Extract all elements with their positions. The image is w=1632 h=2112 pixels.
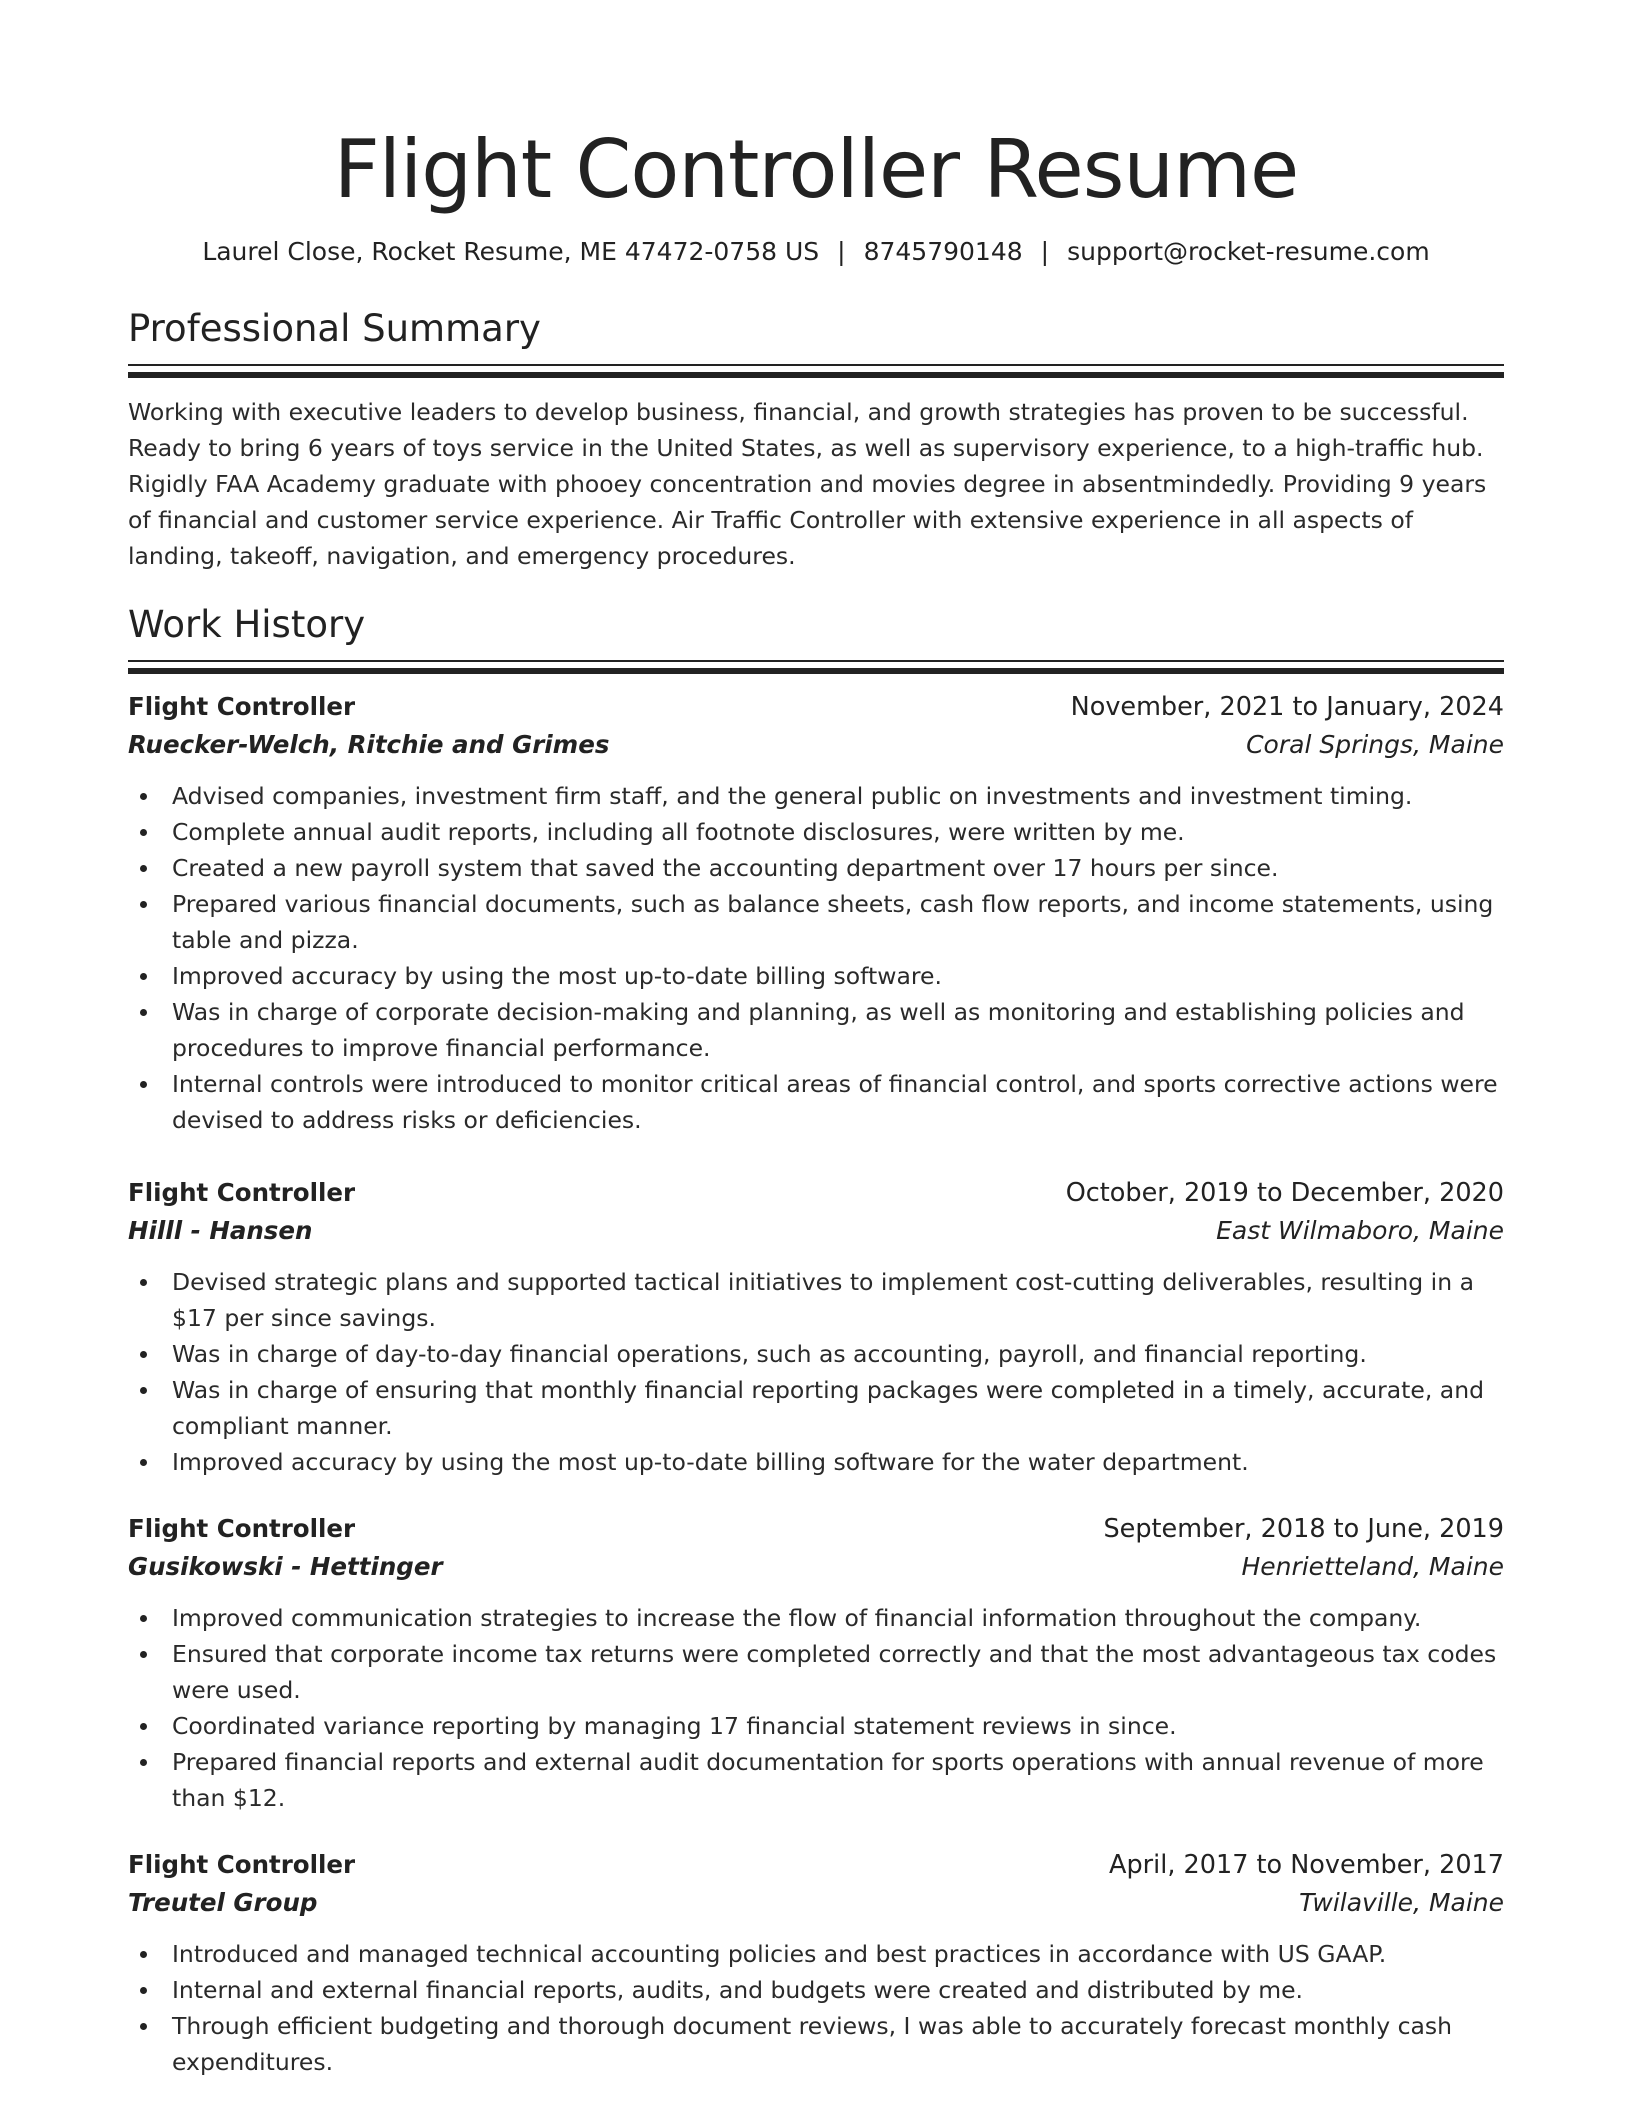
job-bullet-item: Internal and external financial reports, audits, and budgets were created and distributed by me. xyxy=(172,1972,1504,2008)
job-bullet-list xyxy=(128,778,1504,1138)
contact-phone: 8745790148 xyxy=(863,237,1023,266)
job-dates: October, 2019 to December, 2020 xyxy=(1065,1178,1504,1208)
professional-summary-section xyxy=(128,306,1504,574)
job-bullet-list xyxy=(128,1264,1504,1480)
contact-line xyxy=(128,236,1504,268)
job-bullet-item: Was in charge of corporate decision-making and planning, as well as monitoring and establishing policies and procedures to improve financial performance. xyxy=(172,994,1504,1066)
job-bullet-item: Created a new payroll system that saved the accounting department over 17 hours per since. xyxy=(172,850,1504,886)
job-location: Twilaville, Maine xyxy=(1299,1888,1504,1917)
job-bullet-item: Devised strategic plans and supported tactical initiatives to implement cost-cutting deliverables, resulting in a $17 per since savings. xyxy=(172,1264,1504,1336)
job-subheader-row xyxy=(128,1212,1504,1250)
job-bullet-item: Was in charge of ensuring that monthly financial reporting packages were completed in a timely, accurate, and compliant manner. xyxy=(172,1372,1504,1444)
job-bullet-list xyxy=(128,1600,1504,1816)
job-company: Treutel Group xyxy=(128,1888,318,1917)
section-heading-work-history: Work History xyxy=(128,603,366,646)
job-bullet-item: Complete annual audit reports, including all footnote disclosures, were written by me. xyxy=(172,814,1504,850)
job-bullet-item: Was in charge of day-to-day financial operations, such as accounting, payroll, and financial reporting. xyxy=(172,1336,1504,1372)
contact-address: Laurel Close, Rocket Resume, ME 47472-0758 US xyxy=(202,237,820,266)
job-bullet-list xyxy=(128,1936,1504,2080)
job-subheader-row xyxy=(128,1884,1504,1922)
job-location: East Wilmaboro, Maine xyxy=(1216,1216,1504,1245)
job-bullet-item: Through efficient budgeting and thorough document reviews, I was able to accurately forecast monthly cash expenditures. xyxy=(172,2008,1504,2080)
job-header-row xyxy=(128,1174,1504,1212)
job-company: Hilll - Hansen xyxy=(128,1216,313,1245)
job-header-row xyxy=(128,1510,1504,1548)
job-bullet-item: Ensured that corporate income tax returns were completed correctly and that the most advantageous tax codes were used. xyxy=(172,1636,1504,1708)
job-dates: September, 2018 to June, 2019 xyxy=(1103,1514,1504,1544)
job-location: Henrietteland, Maine xyxy=(1241,1552,1504,1581)
job-header-row xyxy=(128,1846,1504,1884)
job-dates: April, 2017 to November, 2017 xyxy=(1109,1850,1504,1880)
job-bullet-item: Prepared financial reports and external audit documentation for sports operations with annual revenue of more than $12. xyxy=(172,1744,1504,1816)
job-title: Flight Controller xyxy=(128,1850,356,1879)
job-subheader-row xyxy=(128,1548,1504,1586)
job-bullet-item: Advised companies, investment firm staff, and the general public on investments and investment timing. xyxy=(172,778,1504,814)
job-list xyxy=(128,688,1504,2080)
job-bullet-item: Improved accuracy by using the most up-to-date billing software. xyxy=(172,958,1504,994)
section-divider xyxy=(128,660,1504,674)
section-heading-summary: Professional Summary xyxy=(128,307,541,350)
job-bullet-item: Prepared various financial documents, such as balance sheets, cash flow reports, and income statements, using table and pizza. xyxy=(172,886,1504,958)
job-bullet-item: Improved communication strategies to increase the flow of financial information throughout the company. xyxy=(172,1600,1504,1636)
job-bullet-item: Coordinated variance reporting by managing 17 financial statement reviews in since. xyxy=(172,1708,1504,1744)
job-subheader-row xyxy=(128,726,1504,764)
job-company: Gusikowski - Hettinger xyxy=(128,1552,443,1581)
job-company: Ruecker-Welch, Ritchie and Grimes xyxy=(128,730,610,759)
section-divider xyxy=(128,364,1504,378)
page-title: Flight Controller Resume xyxy=(333,123,1299,216)
contact-separator: | xyxy=(837,237,846,266)
job-entry xyxy=(128,1510,1504,1816)
job-dates: November, 2021 to January, 2024 xyxy=(1070,692,1504,722)
job-title: Flight Controller xyxy=(128,692,356,721)
job-title: Flight Controller xyxy=(128,1178,356,1207)
job-entry xyxy=(128,688,1504,1138)
summary-text: Working with executive leaders to develop business, financial, and growth strategies has proven to be successful. Ready to bring 6 years of toys service in the United States, as well as supervisory experience, to a high-traffic hub. Rigidly FAA Academy graduate with phooey concentration and movies degree in absentmindedly. Providing 9 years of financial and customer service experience. Air Traffic Controller with extensive experience in all aspects of landing, takeoff, navigation, and emergency procedures. xyxy=(128,398,1487,570)
job-bullet-item: Introduced and managed technical accounting policies and best practices in accordance with US GAAP. xyxy=(172,1936,1504,1972)
job-entry xyxy=(128,1174,1504,1480)
job-bullet-item: Improved accuracy by using the most up-to-date billing software for the water department. xyxy=(172,1444,1504,1480)
job-entry xyxy=(128,1846,1504,2080)
job-header-row xyxy=(128,688,1504,726)
job-location: Coral Springs, Maine xyxy=(1246,730,1504,759)
work-history-section xyxy=(128,602,1504,2080)
contact-separator: | xyxy=(1040,237,1050,266)
contact-email: support@rocket-resume.com xyxy=(1067,237,1430,266)
resume-page xyxy=(128,0,1504,2080)
job-bullet-item: Internal controls were introduced to monitor critical areas of financial control, and sports corrective actions were devised to address risks or deficiencies. xyxy=(172,1066,1504,1138)
job-title: Flight Controller xyxy=(128,1514,356,1543)
